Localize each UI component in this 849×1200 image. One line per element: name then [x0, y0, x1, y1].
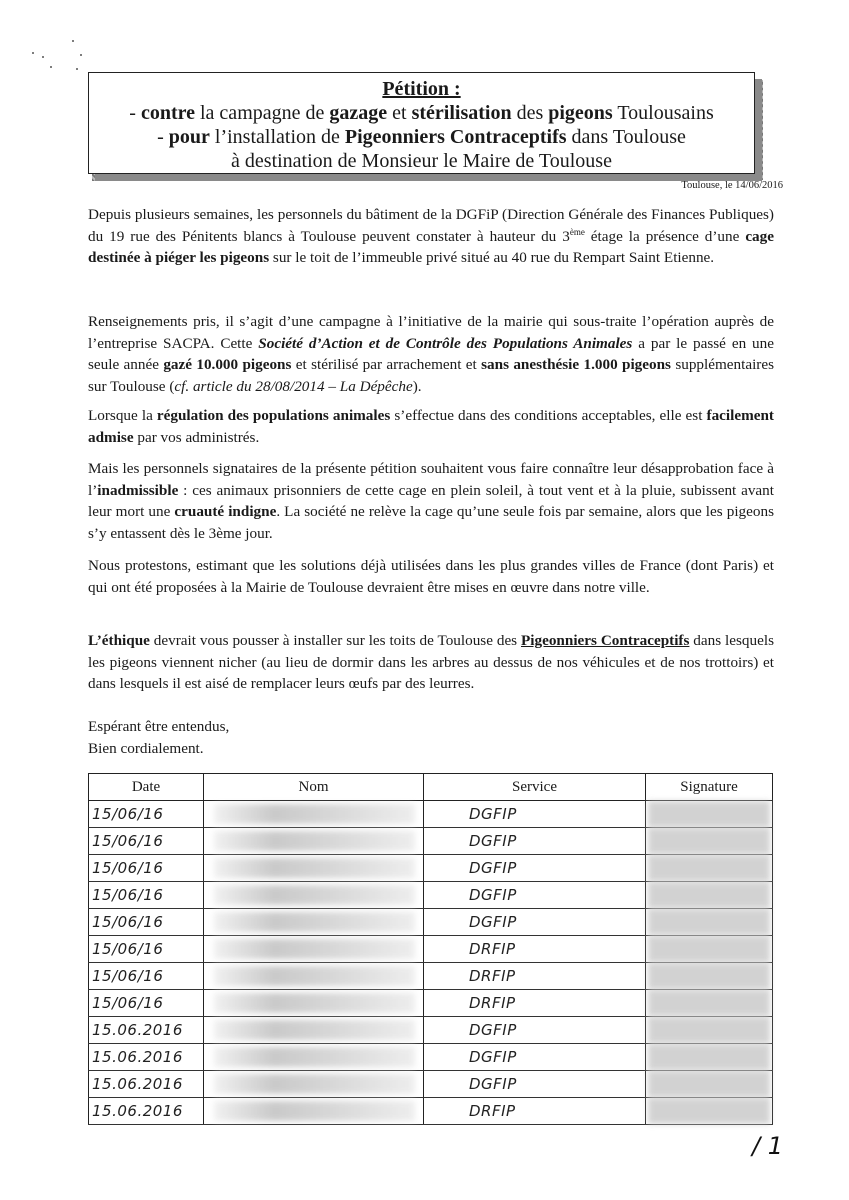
redaction-blur — [214, 885, 415, 905]
row-name-redacted — [204, 1071, 424, 1098]
row-signature-redacted — [646, 801, 773, 828]
row-signature-redacted — [646, 1071, 773, 1098]
title-box — [88, 72, 755, 174]
row-name-redacted — [204, 963, 424, 990]
row-date: 15.06.2016 — [92, 1020, 183, 1039]
row-name-redacted — [204, 801, 424, 828]
redaction-blur — [648, 963, 770, 989]
redaction-blur — [648, 801, 770, 827]
paragraph-4: Mais les personnels signataires de la présente pétition souhaitent vous faire connaître leur désapprobation face à l’inadmissible : ces animaux prisonniers de cette cage en plein soleil, à tout vent et à la pluie, subissent avant leur mort une cruauté indigne. La société ne relève la cage qu’une seule fois par semaine, alors que les pigeons s’y entassent dès le 3ème jour. — [88, 460, 774, 542]
row-name-redacted — [204, 990, 424, 1017]
table-header-row — [89, 774, 773, 801]
title-line-recipient: à destination de Monsieur le Maire de Toulouse — [231, 150, 612, 172]
table-row — [89, 1071, 773, 1098]
redaction-blur — [214, 1074, 415, 1094]
row-service: DRFIP — [469, 966, 516, 985]
column-header-date: Date — [89, 774, 204, 801]
closing-line-2: Bien cordialement. — [88, 739, 204, 757]
title-line-pour: - pour l’installation de Pigeonniers Contraceptifs dans Toulouse — [157, 126, 686, 148]
signature-table — [88, 773, 773, 1125]
row-signature-redacted — [646, 1098, 773, 1125]
row-service: DGFIP — [469, 831, 517, 850]
row-service: DRFIP — [469, 993, 516, 1012]
redaction-blur — [214, 1020, 415, 1040]
table-row — [89, 909, 773, 936]
column-header-service: Service — [424, 774, 646, 801]
row-name-redacted — [204, 1098, 424, 1125]
redaction-blur — [214, 1047, 415, 1067]
row-signature-redacted — [646, 1017, 773, 1044]
row-name-redacted — [204, 936, 424, 963]
row-service: DGFIP — [469, 858, 517, 877]
row-name-redacted — [204, 882, 424, 909]
row-date: 15/06/16 — [92, 966, 164, 985]
page-number: / 1 — [752, 1132, 783, 1160]
redaction-blur — [214, 831, 415, 851]
title-box-shadow-bottom — [92, 174, 762, 181]
redaction-blur — [648, 882, 770, 908]
title-box-shadow-right — [756, 80, 763, 180]
column-header-signature: Signature — [646, 774, 773, 801]
row-date: 15.06.2016 — [92, 1047, 183, 1066]
table-row — [89, 936, 773, 963]
paragraph-6: L’éthique devrait vous pousser à installer sur les toits de Toulouse des Pigeonniers Contraceptifs dans lesquels les pigeons viennent nicher (au lieu de dormir dans les arbres au dessus de nos véhicules et de nos trottoirs) et dans lesquels il est aisé de remplacer leurs œufs par des leurres. — [88, 632, 774, 692]
redaction-blur — [214, 912, 415, 932]
redaction-blur — [214, 939, 415, 959]
row-signature-redacted — [646, 990, 773, 1017]
petition-title: Pétition : — [382, 78, 461, 100]
row-date: 15/06/16 — [92, 831, 164, 850]
row-name-redacted — [204, 855, 424, 882]
row-signature-redacted — [646, 1044, 773, 1071]
row-name-redacted — [204, 1044, 424, 1071]
redaction-blur — [648, 1098, 770, 1124]
row-service: DGFIP — [469, 1074, 517, 1093]
row-date: 15/06/16 — [92, 858, 164, 877]
row-date: 15/06/16 — [92, 939, 164, 958]
row-signature-redacted — [646, 936, 773, 963]
table-row — [89, 828, 773, 855]
row-name-redacted — [204, 909, 424, 936]
redaction-blur — [214, 993, 415, 1013]
row-service: DGFIP — [469, 804, 517, 823]
row-date: 15/06/16 — [92, 912, 164, 931]
table-row — [89, 855, 773, 882]
table-row — [89, 990, 773, 1017]
redaction-blur — [214, 966, 415, 986]
paragraph-1: Depuis plusieurs semaines, les personnels du bâtiment de la DGFiP (Direction Générale des Finances Publiques) du 19 rue des Pénitents blancs à Toulouse peuvent constater à hauteur du 3ème étage la présence d’une cage destinée à piéger les pigeons sur le toit de l’immeuble privé situé au 40 rue du Rempart Saint Etienne. — [88, 206, 774, 266]
table-row — [89, 1098, 773, 1125]
row-service: DRFIP — [469, 939, 516, 958]
redaction-blur — [648, 990, 770, 1016]
row-date: 15.06.2016 — [92, 1074, 183, 1093]
row-signature-redacted — [646, 882, 773, 909]
row-service: DGFIP — [469, 1047, 517, 1066]
row-date: 15/06/16 — [92, 804, 164, 823]
redaction-blur — [214, 1101, 415, 1121]
redaction-blur — [648, 909, 770, 935]
row-signature-redacted — [646, 828, 773, 855]
paragraph-3: Lorsque la régulation des populations animales s’effectue dans des conditions acceptables, elle est facilement admise par vos administrés. — [88, 407, 774, 446]
paragraph-2: Renseignements pris, il s’agit d’une campagne à l’initiative de la mairie qui sous-traite l’opération auprès de l’entreprise SACPA. Cette Société d’Action et de Contrôle des Populations Animales a par le passé en une seule année gazé 10.000 pigeons et stérilisé par arrachement et sans anesthésie 1.000 pigeons supplémentaires sur Toulouse (cf. article du 28/08/2014 – La Dépêche). — [88, 313, 775, 395]
redaction-blur — [214, 858, 415, 878]
row-date: 15/06/16 — [92, 885, 164, 904]
table-row — [89, 1017, 773, 1044]
redaction-blur — [648, 936, 770, 962]
redaction-blur — [648, 1071, 770, 1097]
column-header-nom: Nom — [204, 774, 424, 801]
title-line-contre: - contre la campagne de gazage et stérilisation des pigeons Toulousains — [129, 102, 714, 124]
row-name-redacted — [204, 828, 424, 855]
closing-line-1: Espérant être entendus, — [88, 718, 230, 735]
closing — [88, 716, 774, 759]
row-signature-redacted — [646, 963, 773, 990]
paragraph-5: Nous protestons, estimant que les solutions déjà utilisées dans les plus grandes villes de France (dont Paris) et qui ont été proposées à la Mairie de Toulouse devraient être mises en œuvre dans notre ville. — [88, 557, 774, 596]
row-date: 15.06.2016 — [92, 1101, 183, 1120]
redaction-blur — [648, 828, 770, 854]
redaction-blur — [648, 855, 770, 881]
table-row — [89, 801, 773, 828]
row-signature-redacted — [646, 855, 773, 882]
table-row — [89, 1044, 773, 1071]
table-row — [89, 882, 773, 909]
redaction-blur — [648, 1044, 770, 1070]
row-service: DGFIP — [469, 1020, 517, 1039]
table-row — [89, 963, 773, 990]
row-service: DGFIP — [469, 885, 517, 904]
row-signature-redacted — [646, 909, 773, 936]
scan-specks — [30, 40, 100, 70]
redaction-blur — [214, 804, 415, 824]
row-service: DGFIP — [469, 912, 517, 931]
row-name-redacted — [204, 1017, 424, 1044]
row-date: 15/06/16 — [92, 993, 164, 1012]
row-service: DRFIP — [469, 1101, 516, 1120]
redaction-blur — [648, 1017, 770, 1043]
dateline: Toulouse, le 14/06/2016 — [681, 180, 783, 191]
